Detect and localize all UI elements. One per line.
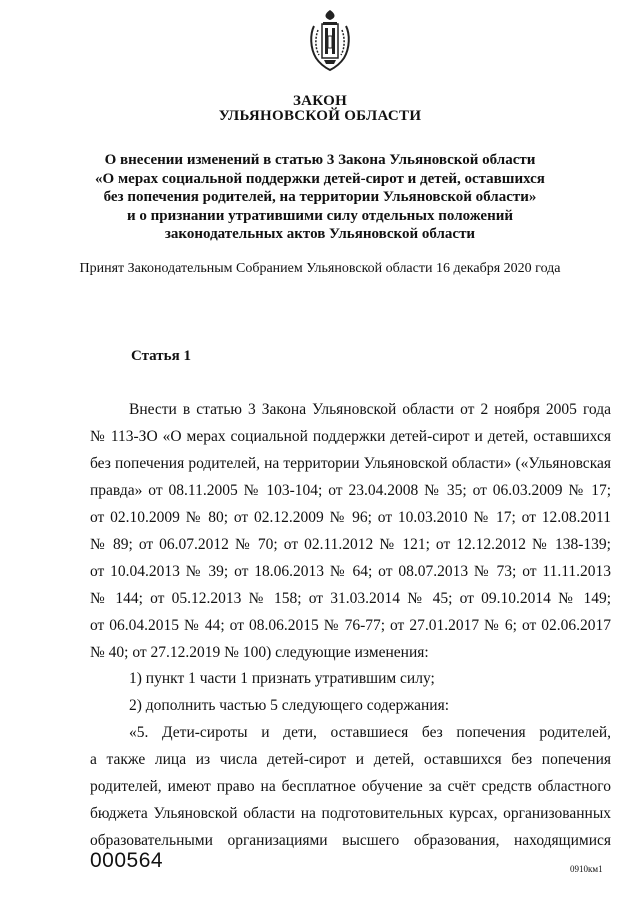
body-line: образовательными организациями высшего образования, находящимися [90, 832, 611, 849]
document-code: 0910км1 [570, 864, 603, 874]
body-line: Внести в статью 3 Закона Ульяновской области от 2 ноября 2005 года [129, 401, 611, 418]
subject-line: без попечения родителей, на территории Ульяновской области» [103, 189, 537, 206]
coat-of-arms-emblem [302, 8, 358, 72]
body-line: а также лица из числа детей-сирот и детей, оставшихся без попечения [90, 751, 611, 768]
subject-line: и о признании утратившими силу отдельных положений [126, 207, 514, 224]
law-title: ЗАКОН [292, 93, 348, 109]
law-region-title: УЛЬЯНОВСКОЙ ОБЛАСТИ [218, 108, 422, 124]
subject-line: «О мерах социальной поддержки детей-сирот и детей, оставшихся [95, 170, 545, 187]
list-item: 2) дополнить частью 5 следующего содержания: [129, 697, 450, 714]
list-item: 1) пункт 1 части 1 признать утратившим силу; [129, 670, 435, 687]
subject-line: О внесении изменений в статью 3 Закона Ульяновской области [104, 152, 536, 168]
article-heading: Статья 1 [131, 348, 191, 364]
body-line: от 06.04.2015 № 44; от 08.06.2015 № 76-77; от 27.01.2017 № 6; от 02.06.2017 [90, 617, 611, 634]
body-line: от 10.04.2013 № 39; от 18.06.2013 № 64; от 08.07.2013 № 73; от 11.11.2013 [90, 563, 611, 580]
registration-number: 000564 [90, 849, 164, 872]
body-line: № 40; от 27.12.2019 № 100) следующие изменения: [90, 644, 429, 661]
subject-line: законодательных актов Ульяновской области [164, 226, 476, 243]
body-line: бюджета Ульяновской области на подготовительных курсах, организованных [90, 805, 611, 822]
law-subject [60, 151, 580, 244]
body-line: правда» от 08.11.2005 № 103-104; от 23.04.2008 № 35; от 06.03.2009 № 17; [90, 482, 611, 499]
body-line: № 113-ЗО «О мерах социальной поддержки детей-сирот и детей, оставшихся [90, 428, 611, 445]
body-line: родителей, имеют право на бесплатное обучение за счёт средств областного [90, 778, 611, 795]
body-line: без попечения родителей, на территории Ульяновской области» («Ульяновская [90, 455, 611, 472]
body-line: № 144; от 05.12.2013 № 158; от 31.03.2014 № 45; от 09.10.2014 № 149; [90, 590, 611, 607]
adoption-note: Принят Законодательным Собранием Ульяновской области 16 декабря 2020 года [79, 261, 561, 276]
body-line: № 89; от 06.07.2012 № 70; от 02.11.2012 № 121; от 12.12.2012 № 138-139; [90, 536, 611, 553]
body-line: «5. Дети-сироты и дети, оставшиеся без попечения родителей, [129, 724, 611, 741]
body-line: от 02.10.2009 № 80; от 02.12.2009 № 96; от 10.03.2010 № 17; от 12.08.2011 [90, 509, 611, 526]
